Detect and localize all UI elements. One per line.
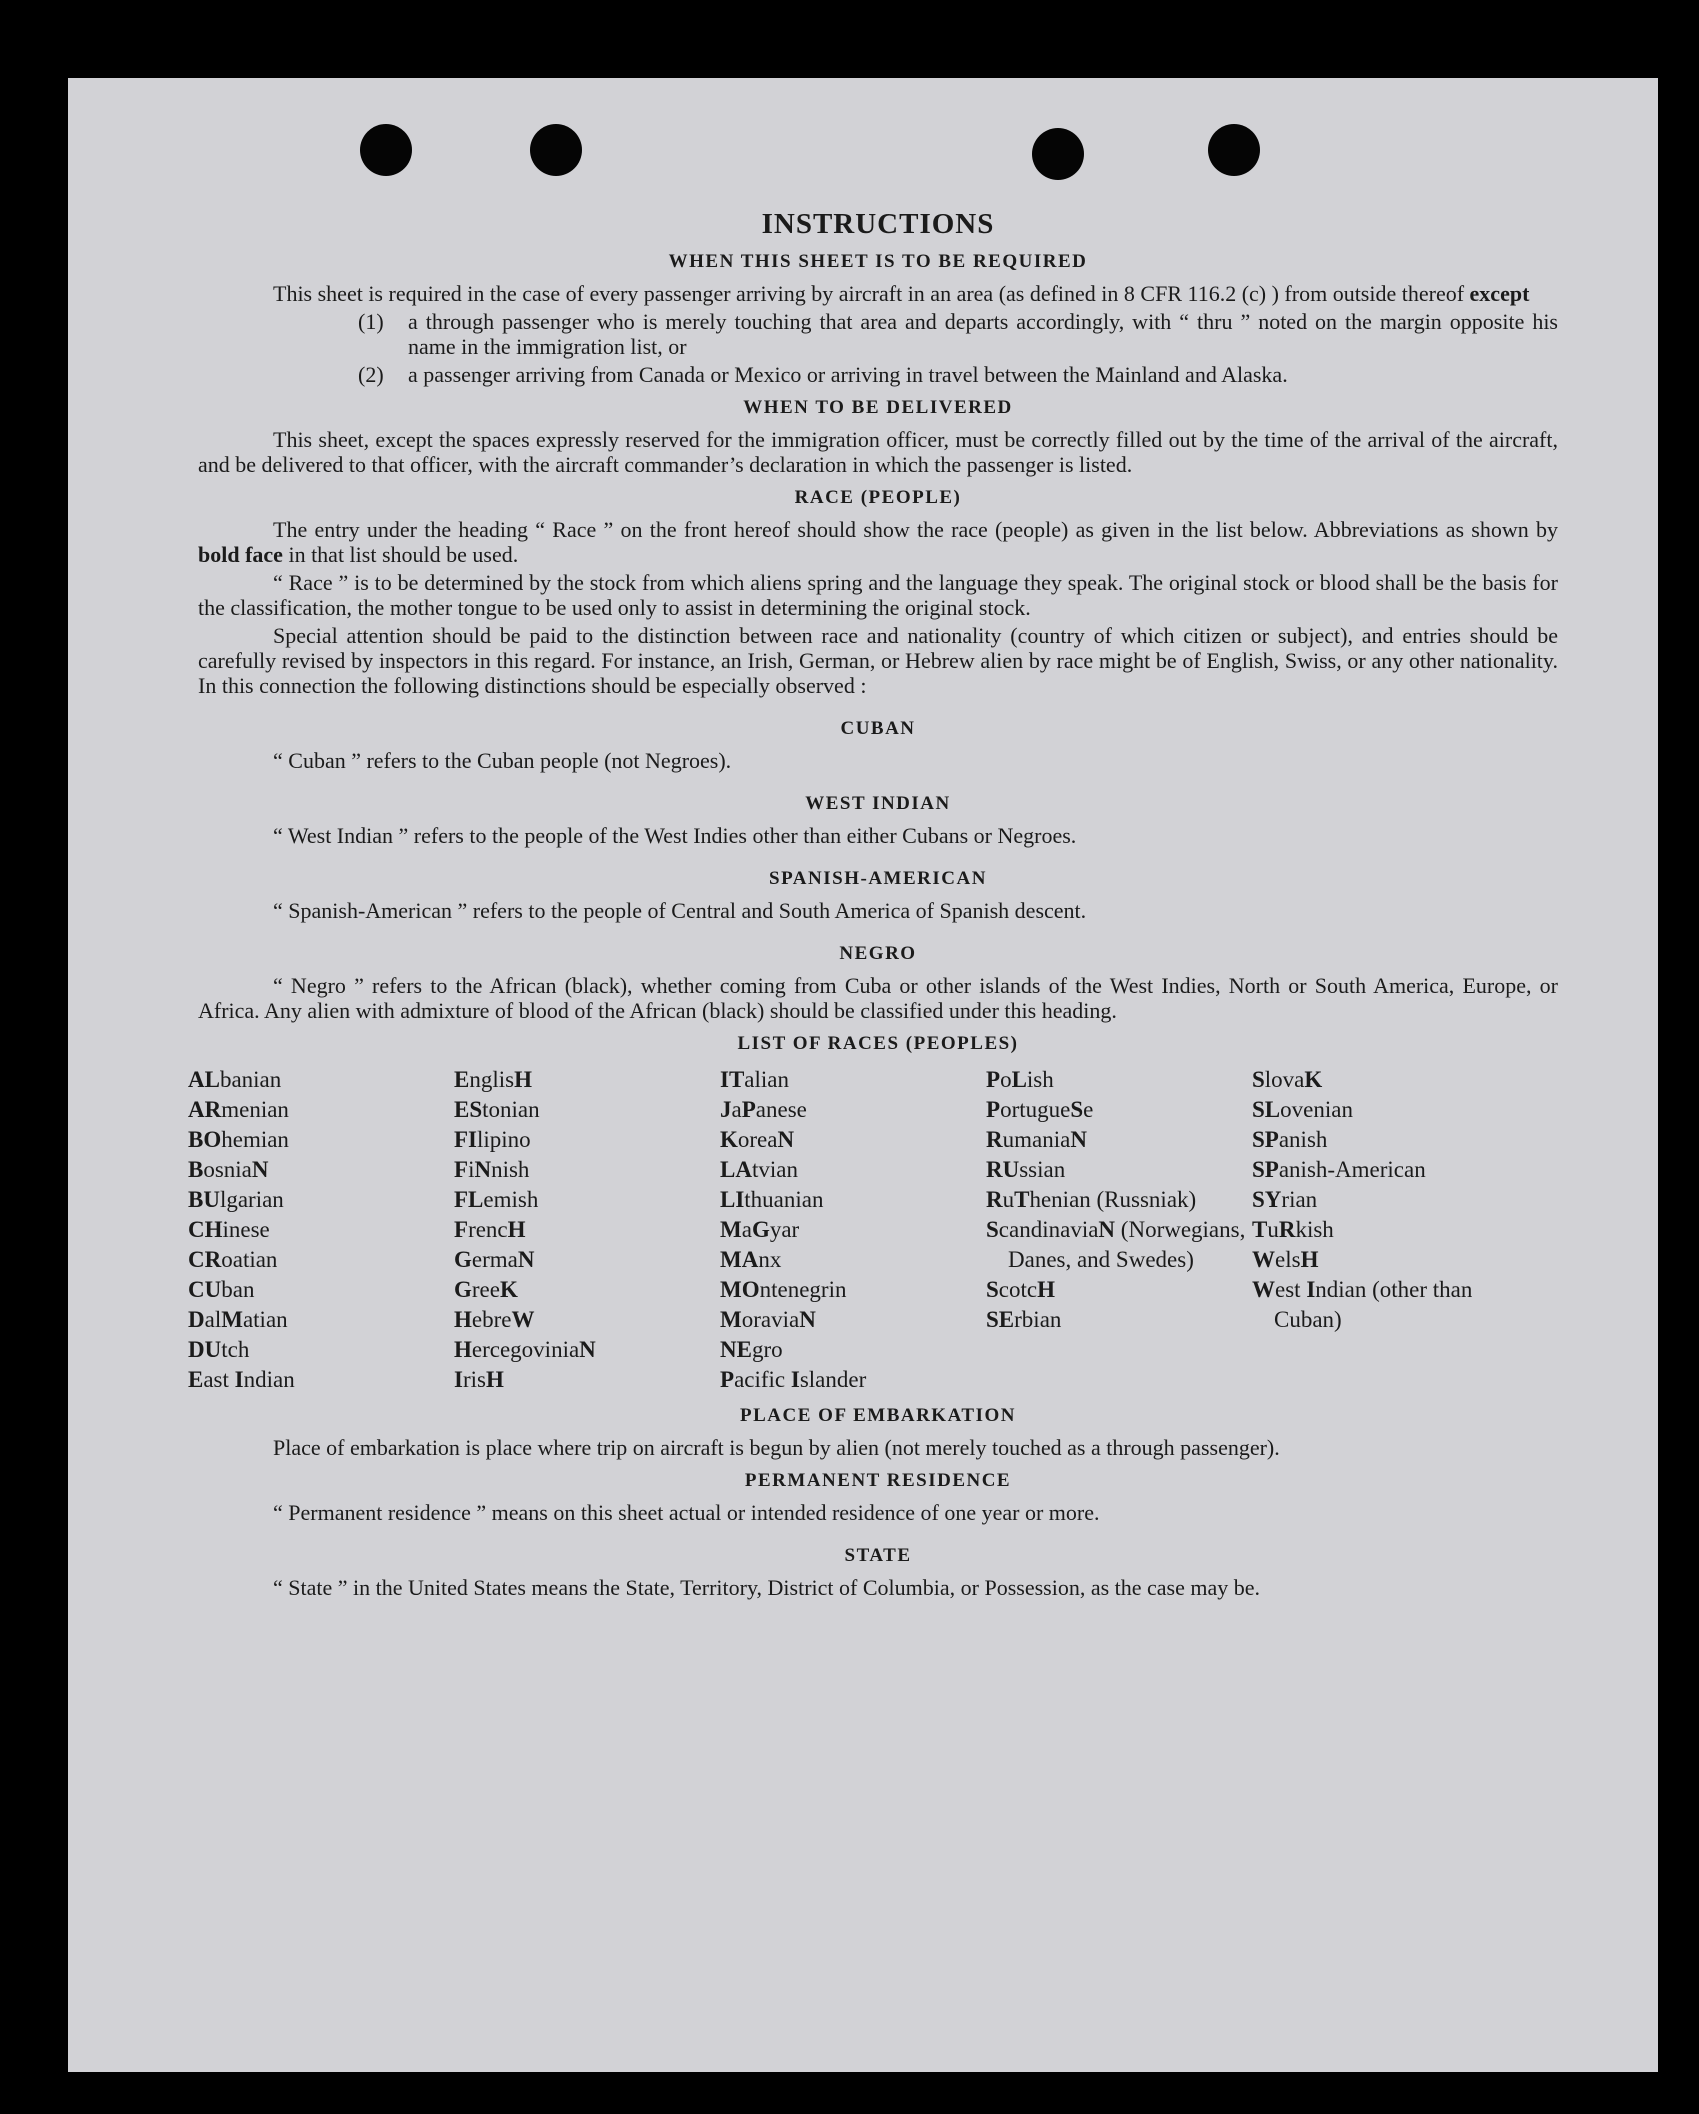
exception-text: a through passenger who is merely touching that area and departs accordingly, with “ thru ” noted on the margin opposite his name in the immigration list, or [408, 309, 1558, 359]
exception-text: a passenger arriving from Canada or Mexico or arriving in travel between the Mainland and Alaska. [408, 362, 1288, 387]
race-entry: SPanish [1252, 1127, 1328, 1152]
document-sheet [68, 78, 1658, 2072]
race-entry: MOntenegrin [720, 1277, 847, 1302]
race-entry: EnglisH [454, 1067, 532, 1092]
race-entry: HercegoviniaN [454, 1337, 596, 1362]
punch-hole [1032, 128, 1084, 180]
race-entry: TuRkish [1252, 1217, 1334, 1242]
section-heading-west-indian: WEST INDIAN [805, 793, 951, 814]
race-entry: FiNnish [454, 1157, 530, 1182]
race-entry: GreeK [454, 1277, 518, 1302]
race-entry: SErbian [986, 1307, 1062, 1332]
race-entry: DalMatian [188, 1307, 288, 1332]
race-entry: RuThenian (Russniak) [986, 1187, 1197, 1212]
race-entry: DUtch [188, 1337, 250, 1362]
race-entry: MAnx [720, 1247, 782, 1272]
race-entry: SlovaK [1252, 1067, 1323, 1092]
residence-text: “ Permanent residence ” means on this sheet actual or intended residence of one year or more. [273, 1500, 1100, 1525]
spanish-american-text: “ Spanish-American ” refers to the people of Central and South America of Spanish descent. [273, 898, 1087, 923]
race-entry: HebreW [454, 1307, 535, 1332]
required-intro [198, 281, 1558, 306]
section-heading-races: LIST OF RACES (PEOPLES) [737, 1033, 1019, 1054]
race-entry: CUban [188, 1277, 255, 1302]
race-entry: BOhemian [188, 1127, 289, 1152]
race-paragraph-2: “ Race ” is to be determined by the stock from which aliens spring and the language they speak. The original stock or blood shall be the basis for the classification, the mother tongue to be used only to assist in determining the original stock. [198, 570, 1558, 620]
race-paragraph-1 [198, 517, 1558, 567]
race-entry: KoreaN [720, 1127, 795, 1152]
race-entry: CHinese [188, 1217, 270, 1242]
race-entry: ALbanian [188, 1067, 282, 1092]
race-entry: SLovenian [1252, 1097, 1353, 1122]
race-entry: FLemish [454, 1187, 539, 1212]
race-entry: SYrian [1252, 1187, 1318, 1212]
race-entry: GermaN [454, 1247, 535, 1272]
race-entry: PoLish [986, 1067, 1054, 1092]
punch-hole [360, 124, 412, 176]
required-intro-except: except [1469, 281, 1530, 306]
race-p1-end: in that list should be used. [282, 542, 519, 567]
race-entry: CRoatian [188, 1247, 278, 1272]
race-entry: FIlipino [454, 1127, 531, 1152]
race-entry: RUssian [986, 1157, 1066, 1182]
race-entry: ScandinaviaN (Norwegians, Danes, and Swedes) [986, 1217, 1246, 1272]
section-heading-negro: NEGRO [839, 943, 917, 964]
race-entry: NEgro [720, 1337, 783, 1362]
race-entry: FrencH [454, 1217, 526, 1242]
exception-item [358, 309, 1558, 359]
race-entry: RumaniaN [986, 1127, 1087, 1152]
section-heading-race: RACE (PEOPLE) [794, 487, 962, 508]
delivered-text: This sheet, except the spaces expressly reserved for the immigration officer, must be correctly filled out by the time of the arrival of the aircraft, and be delivered to that officer, with the aircraft commander’s declaration in which the passenger is listed. [198, 427, 1558, 477]
race-p1-bold: bold face [198, 542, 283, 567]
race-entry: BUlgarian [188, 1187, 284, 1212]
races-column [1252, 1065, 1518, 1395]
race-entry: ARmenian [188, 1097, 289, 1122]
punch-hole [1208, 124, 1260, 176]
section-heading-state: STATE [844, 1545, 912, 1566]
negro-text: “ Negro ” refers to the African (black), whether coming from Cuba or other islands of the West Indies, North or South America, Europe, or Africa. Any alien with admixture of blood of the African (black) should be classified under this heading. [198, 973, 1558, 1023]
required-intro-text: This sheet is required in the case of every passenger arriving by aircraft in an area (as defined in 8 CFR 116.2 (c) ) from outside thereof [273, 281, 1470, 306]
race-entry: EStonian [454, 1097, 540, 1122]
race-entry: MaGyar [720, 1217, 800, 1242]
races-column [986, 1065, 1252, 1395]
race-paragraph-3: Special attention should be paid to the distinction between race and nationality (country of which citizen or subject), and entries should be carefully revised by inspectors in this regard. For instance, an Irish, German, or Hebrew alien by race might be of English, Swiss, or any other nationality. In this connection the following distinctions should be especially observed : [198, 623, 1558, 698]
cuban-text: “ Cuban ” refers to the Cuban people (not Negroes). [273, 748, 732, 773]
instructions-content [188, 208, 1558, 1600]
race-entry: East Indian [188, 1367, 295, 1392]
races-column [454, 1065, 720, 1395]
race-entry: ScotcH [986, 1277, 1055, 1302]
embarkation-text: Place of embarkation is place where trip on aircraft is begun by alien (not merely touched as a through passenger). [273, 1435, 1280, 1460]
race-entry: BosniaN [188, 1157, 269, 1182]
section-heading-delivered: WHEN TO BE DELIVERED [743, 397, 1013, 418]
exception-number: (2) [358, 362, 384, 387]
race-entry: SPanish-American [1252, 1157, 1426, 1182]
race-entry: LIthuanian [720, 1187, 824, 1212]
race-entry: MoraviaN [720, 1307, 816, 1332]
race-entry: JaPanese [720, 1097, 807, 1122]
page-title: INSTRUCTIONS [761, 208, 995, 240]
section-heading-spanish-american: SPANISH-AMERICAN [769, 868, 987, 889]
exception-number: (1) [358, 309, 384, 334]
race-entry: West Indian (other than Cuban) [1252, 1277, 1473, 1332]
race-entry: IrisH [454, 1367, 504, 1392]
section-heading-embarkation: PLACE OF EMBARKATION [740, 1405, 1016, 1426]
race-entry: LAtvian [720, 1157, 798, 1182]
race-p1-text: The entry under the heading “ Race ” on the front hereof should show the race (people) as given in the list below. Abbreviations as shown by [273, 517, 1558, 542]
races-list [188, 1065, 1558, 1395]
race-entry: WelsH [1252, 1247, 1319, 1272]
section-heading-residence: PERMANENT RESIDENCE [744, 1470, 1012, 1491]
race-entry: Pacific Islander [720, 1367, 867, 1392]
section-heading-cuban: CUBAN [840, 718, 916, 739]
section-heading-required: WHEN THIS SHEET IS TO BE REQUIRED [668, 251, 1088, 272]
exception-item [358, 362, 1558, 387]
state-text: “ State ” in the United States means the State, Territory, District of Columbia, or Possession, as the case may be. [273, 1575, 1261, 1600]
races-column [188, 1065, 454, 1395]
west-indian-text: “ West Indian ” refers to the people of the West Indies other than either Cubans or Negroes. [273, 823, 1077, 848]
races-column [720, 1065, 986, 1395]
race-entry: ITalian [720, 1067, 789, 1092]
punch-hole [530, 124, 582, 176]
race-entry: PortugueSe [986, 1097, 1094, 1122]
